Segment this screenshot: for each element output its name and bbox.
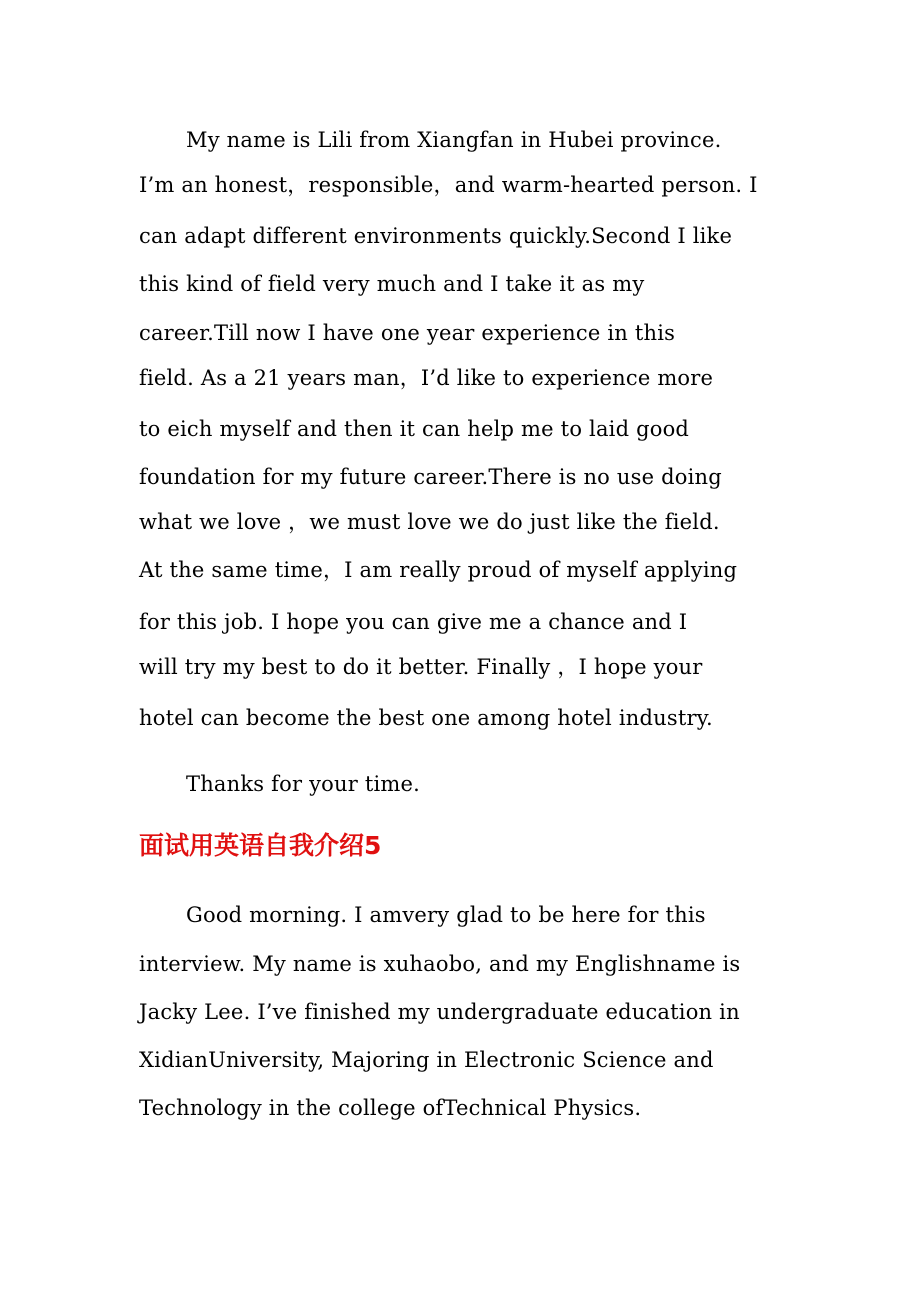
paragraph-line: At the same time，I am really proud of myself applying [139,558,738,582]
paragraph-line: field. As a 21 years man，I’d like to experience more [139,366,714,390]
paragraph-line: will try my best to do it better. Finally ，I hope your [139,655,703,679]
paragraph-line: hotel can become the best one among hotel industry. [139,706,713,730]
paragraph-line: career.Till now I have one year experience in this [139,321,676,345]
section-heading: 面试用英语自我介绍5 [139,831,382,860]
paragraph-line: can adapt different environments quickly.Second I like [139,224,733,248]
paragraph-line: interview. My name is xuhaobo, and my Englishname is [139,952,741,976]
paragraph-line: what we love ，we must love we do just like the field. [139,510,720,534]
closing-line: Thanks for your time. [186,772,421,796]
paragraph-line: My name is Lili from Xiangfan in Hubei province. [186,128,722,152]
paragraph-line: this kind of field very much and I take it as my [139,272,645,296]
paragraph-line: to eich myself and then it can help me to laid good [139,417,690,441]
paragraph-line: I’m an honest，responsible，and warm-hearted person. I [139,173,758,197]
paragraph-line: XidianUniversity, Majoring in Electronic Science and [139,1048,714,1072]
paragraph-line: Technology in the college ofTechnical Physics. [139,1096,642,1120]
paragraph-line: foundation for my future career.There is no use doing [139,465,722,489]
paragraph-line: Jacky Lee. I’ve finished my undergraduate education in [139,1000,740,1024]
paragraph-line: for this job. I hope you can give me a chance and I [139,610,688,634]
paragraph-line: Good morning. I amvery glad to be here for this [186,903,706,927]
